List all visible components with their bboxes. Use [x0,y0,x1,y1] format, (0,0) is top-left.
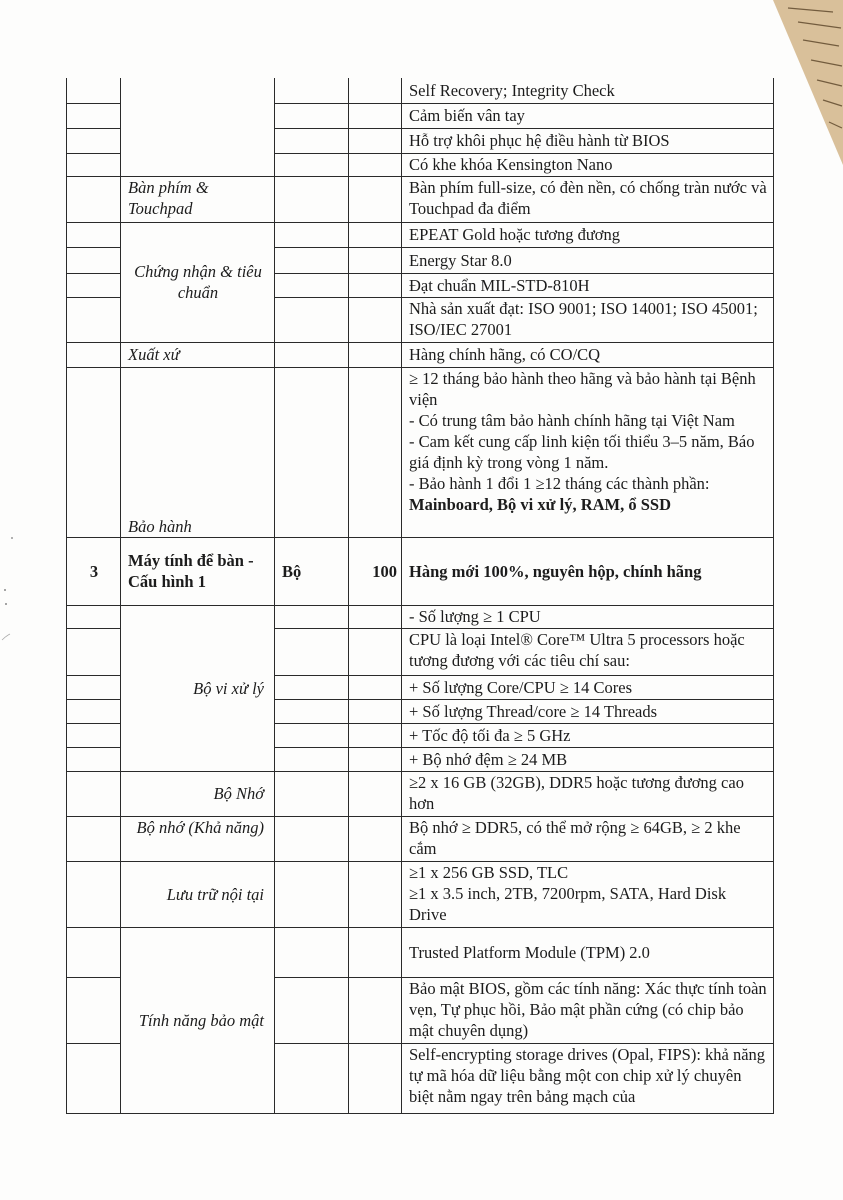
spec-cell: Energy Star 8.0 [402,247,774,273]
spec-cell: Cảm biến vân tay [402,103,774,128]
spec-cell: Trusted Platform Module (TPM) 2.0 [402,927,774,977]
item-quantity: 100 [349,537,402,605]
spec-cell: Bảo mật BIOS, gồm các tính năng: Xác thực tính toàn vẹn, Tự phục hồi, Bảo mật phần cứng (có chip bảo mật chuyên dụng) [402,977,774,1043]
category-label: Bộ Nhớ [121,771,275,816]
table-row [67,176,774,222]
spec-cell: CPU là loại Intel® Core™ Ultra 5 processors hoặc tương đương với các tiêu chí sau: [402,628,774,675]
storage-line: ≥1 x 256 GB SSD, TLC [409,862,569,882]
warranty-line: ≥ 12 tháng bảo hành theo hãng và bảo hành tại Bệnh viện [409,368,756,409]
table-row [67,605,774,628]
table-row [67,771,774,816]
table-row [67,927,774,977]
spec-cell: - Số lượng ≥ 1 CPU [402,605,774,628]
spec-cell: Nhà sản xuất đạt: ISO 9001; ISO 14001; ISO 45001; ISO/IEC 27001 [402,297,774,342]
spec-cell: + Tốc độ tối đa ≥ 5 GHz [402,723,774,747]
spec-cell: Self Recovery; Integrity Check [402,78,774,103]
spec-cell: Hàng mới 100%, nguyên hộp, chính hãng [402,537,774,605]
spec-cell: Có khe khóa Kensington Nano [402,153,774,176]
table-row [67,816,774,861]
spec-cell: Hỗ trợ khôi phục hệ điều hành từ BIOS [402,128,774,153]
spec-cell: EPEAT Gold hoặc tương đương [402,222,774,247]
warranty-bold-line: Mainboard, Bộ vi xử lý, RAM, ổ SSD [409,494,672,514]
spec-cell [402,861,774,927]
category-label: Bộ vi xử lý [121,605,275,771]
category-label: Bàn phím & Touchpad [121,176,275,222]
category-label: Bộ nhớ (Khả năng) [121,816,275,861]
item-unit: Bộ [275,537,349,605]
category-label: Xuất xứ [121,342,275,367]
spec-cell: + Số lượng Thread/core ≥ 14 Threads [402,699,774,723]
category-label: Tính năng bảo mật [121,927,275,1113]
spec-cell: + Số lượng Core/CPU ≥ 14 Cores [402,675,774,699]
scan-specks [0,530,40,650]
table-row [67,342,774,367]
spec-cell: Bộ nhớ ≥ DDR5, có thể mở rộng ≥ 64GB, ≥ 2 khe cắm [402,816,774,861]
category-label: Bảo hành [121,367,275,537]
spec-cell: Bàn phím full-size, có đèn nền, có chống tràn nước và Touchpad đa điểm [402,176,774,222]
item-number: 3 [67,537,121,605]
warranty-line: - Có trung tâm bảo hành chính hãng tại Việt Nam [409,410,735,430]
category-label: Chứng nhận & tiêu chuẩn [121,222,275,342]
spec-cell: Self-encrypting storage drives (Opal, FIPS): khả năng tự mã hóa dữ liệu bằng một con chip xử lý chuyên biệt nằm ngay trên bảng mạch của [402,1043,774,1113]
item-name: Máy tính để bàn - Cấu hình 1 [121,537,275,605]
spec-cell: Đạt chuẩn MIL-STD-810H [402,273,774,297]
table-row [67,222,774,247]
spec-cell: Hàng chính hãng, có CO/CQ [402,342,774,367]
category-label: Lưu trữ nội tại [121,861,275,927]
table-row [67,78,774,103]
table-row [67,367,774,537]
table-row-item-3 [67,537,774,605]
warranty-line: - Bảo hành 1 đổi 1 ≥12 tháng các thành phần: [409,473,710,493]
spec-cell: + Bộ nhớ đệm ≥ 24 MB [402,747,774,771]
spec-cell [402,367,774,537]
spec-table [66,78,774,1114]
storage-line: ≥1 x 3.5 inch, 2TB, 7200rpm, SATA, Hard Disk Drive [409,883,727,924]
warranty-line: - Cam kết cung cấp linh kiện tối thiểu 3–5 năm, Báo giá định kỳ trong vòng 1 năm. [409,431,755,472]
spec-cell: ≥2 x 16 GB (32GB), DDR5 hoặc tương đương cao hơn [402,771,774,816]
table-row [67,861,774,927]
